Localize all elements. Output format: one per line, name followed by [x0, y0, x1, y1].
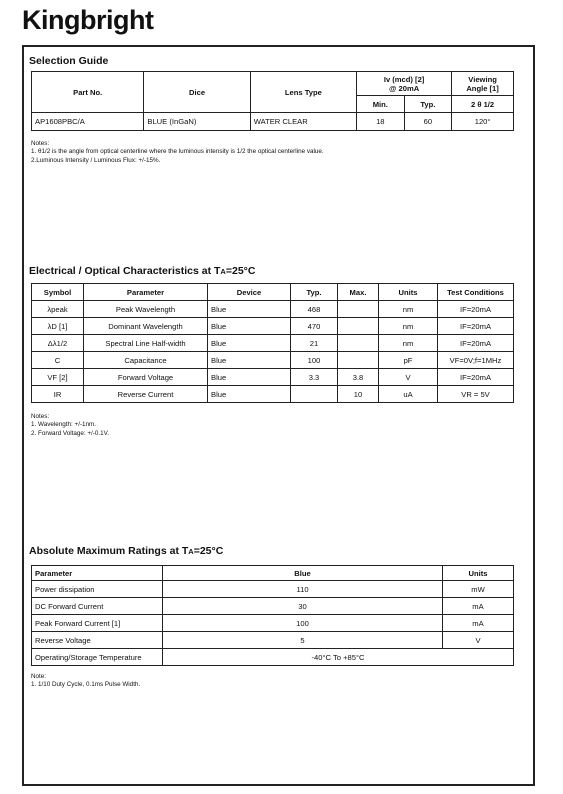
table-cell: Dominant Wavelength: [84, 318, 208, 335]
iv-label: Iv (mcd) [2]: [383, 74, 425, 84]
table-cell: 110: [163, 581, 443, 598]
absolute-rows: [32, 581, 514, 666]
col-header: Test Conditions: [438, 284, 514, 301]
table-row: [32, 386, 514, 403]
table-cell: V: [379, 369, 438, 386]
note-line: 2. Forward Voltage: +/-0.1V.: [31, 429, 110, 437]
table-row: [32, 335, 514, 352]
col-typ: Typ.: [404, 96, 452, 113]
electrical-title-prefix: Electrical / Optical Characteristics at T: [29, 265, 221, 277]
absolute-notes: [31, 673, 140, 690]
brand-logo: Kingbright: [22, 5, 154, 35]
selection-notes: [31, 140, 324, 165]
table-cell: Spectral Line Half-width: [84, 335, 208, 352]
note-line: 2.Luminous Intensity / Luminous Flux: +/-15%.: [31, 156, 161, 164]
col-header: Units: [379, 284, 438, 301]
table-cell: VF=0V;f=1MHz: [438, 352, 514, 369]
note-line: Note:: [31, 673, 47, 680]
table-row: [32, 352, 514, 369]
table-cell: Reverse Voltage: [32, 632, 163, 649]
table-row: [32, 369, 514, 386]
table-cell: -40°C To +85°C: [163, 649, 514, 666]
table-cell: VF [2]: [32, 369, 84, 386]
table-cell: λD [1]: [32, 318, 84, 335]
absolute-title-suffix: =25°C: [193, 545, 224, 557]
table-cell: Blue: [208, 369, 291, 386]
col-header: Parameter: [84, 284, 208, 301]
cell-dice: BLUE (InGaN): [144, 113, 250, 131]
selection-guide-table: [31, 71, 514, 131]
cell-angle: 120°: [452, 113, 514, 131]
cell-part: AP1608PBC/A: [32, 113, 144, 131]
table-cell: IR: [32, 386, 84, 403]
table-cell: Reverse Current: [84, 386, 208, 403]
table-cell: Blue: [208, 335, 291, 352]
col-part-no: Part No.: [32, 72, 144, 113]
table-cell: Blue: [208, 301, 291, 318]
electrical-table: [31, 283, 514, 403]
table-cell: λpeak: [32, 301, 84, 318]
viewing-label: Viewing: [468, 74, 497, 84]
col-header: Symbol: [32, 284, 84, 301]
table-cell: IF=20mA: [438, 335, 514, 352]
absolute-title-prefix: Absolute Maximum Ratings at T: [29, 545, 189, 557]
electrical-title-suffix: =25°C: [225, 265, 256, 277]
table-cell: [338, 335, 379, 352]
table-row: [32, 113, 514, 131]
col-theta: 2 θ 1/2: [452, 96, 514, 113]
table-row: [32, 598, 514, 615]
table-cell: Power dissipation: [32, 581, 163, 598]
col-header: Blue: [163, 566, 443, 581]
table-cell: Δλ1/2: [32, 335, 84, 352]
table-row: [32, 318, 514, 335]
table-cell: 468: [291, 301, 338, 318]
table-cell: V: [443, 632, 514, 649]
cell-lens: WATER CLEAR: [250, 113, 356, 131]
col-header: Max.: [338, 284, 379, 301]
col-lens-type: Lens Type: [250, 72, 356, 113]
note-line: 1. Wavelength: +/-1nm.: [31, 421, 97, 429]
table-cell: [291, 386, 338, 403]
col-header: Parameter: [32, 566, 163, 581]
table-row: [32, 615, 514, 632]
table-cell: 30: [163, 598, 443, 615]
table-cell: Forward Voltage: [84, 369, 208, 386]
table-cell: Blue: [208, 352, 291, 369]
table-cell: nm: [379, 335, 438, 352]
col-header: Typ.: [291, 284, 338, 301]
table-cell: nm: [379, 318, 438, 335]
table-row: [32, 301, 514, 318]
table-cell: 470: [291, 318, 338, 335]
note-line: Notes:: [31, 413, 50, 420]
note-line: Notes:: [31, 140, 50, 147]
selection-guide-title: Selection Guide: [29, 55, 109, 67]
table-cell: C: [32, 352, 84, 369]
absolute-title: [29, 545, 223, 557]
col-viewing: [452, 72, 514, 96]
electrical-title-sub: A: [220, 267, 226, 276]
table-cell: 100: [291, 352, 338, 369]
cell-min: 18: [357, 113, 405, 131]
table-cell: IF=20mA: [438, 369, 514, 386]
table-cell: 3.8: [338, 369, 379, 386]
col-iv: [357, 72, 452, 96]
col-header: Units: [443, 566, 514, 581]
table-cell: 21: [291, 335, 338, 352]
electrical-title: [29, 265, 255, 277]
electrical-notes: [31, 413, 109, 438]
table-cell: IF=20mA: [438, 318, 514, 335]
table-cell: Peak Forward Current [1]: [32, 615, 163, 632]
iv-sub-label: @ 20mA: [388, 83, 420, 93]
table-cell: uA: [379, 386, 438, 403]
table-cell: VR = 5V: [438, 386, 514, 403]
table-cell: Blue: [208, 386, 291, 403]
table-cell: 3.3: [291, 369, 338, 386]
col-dice: Dice: [144, 72, 250, 113]
electrical-rows: [32, 301, 514, 403]
table-cell: DC Forward Current: [32, 598, 163, 615]
col-header: Device: [208, 284, 291, 301]
table-cell: nm: [379, 301, 438, 318]
table-cell: Peak Wavelength: [84, 301, 208, 318]
col-min: Min.: [357, 96, 405, 113]
table-cell: Blue: [208, 318, 291, 335]
table-cell: IF=20mA: [438, 301, 514, 318]
table-cell: Operating/Storage Temperature: [32, 649, 163, 666]
table-row: [32, 581, 514, 598]
table-cell: 5: [163, 632, 443, 649]
absolute-title-sub: A: [188, 547, 194, 556]
absolute-table: [31, 565, 514, 666]
cell-typ: 60: [404, 113, 452, 131]
table-cell: [338, 352, 379, 369]
table-cell: mA: [443, 615, 514, 632]
table-cell: Capacitance: [84, 352, 208, 369]
table-cell: pF: [379, 352, 438, 369]
table-cell: mW: [443, 581, 514, 598]
table-cell: 100: [163, 615, 443, 632]
table-row: [32, 649, 514, 666]
note-line: 1. 1/10 Duty Cycle, 0.1ms Pulse Width.: [31, 681, 141, 689]
viewing-sub-label: Angle [1]: [466, 83, 499, 93]
table-cell: [338, 318, 379, 335]
table-row: [32, 632, 514, 649]
note-line: 1. θ1/2 is the angle from optical centerline where the luminous intensity is 1/2 the optical centerline value.: [31, 148, 324, 156]
table-cell: mA: [443, 598, 514, 615]
table-cell: 10: [338, 386, 379, 403]
table-cell: [338, 301, 379, 318]
